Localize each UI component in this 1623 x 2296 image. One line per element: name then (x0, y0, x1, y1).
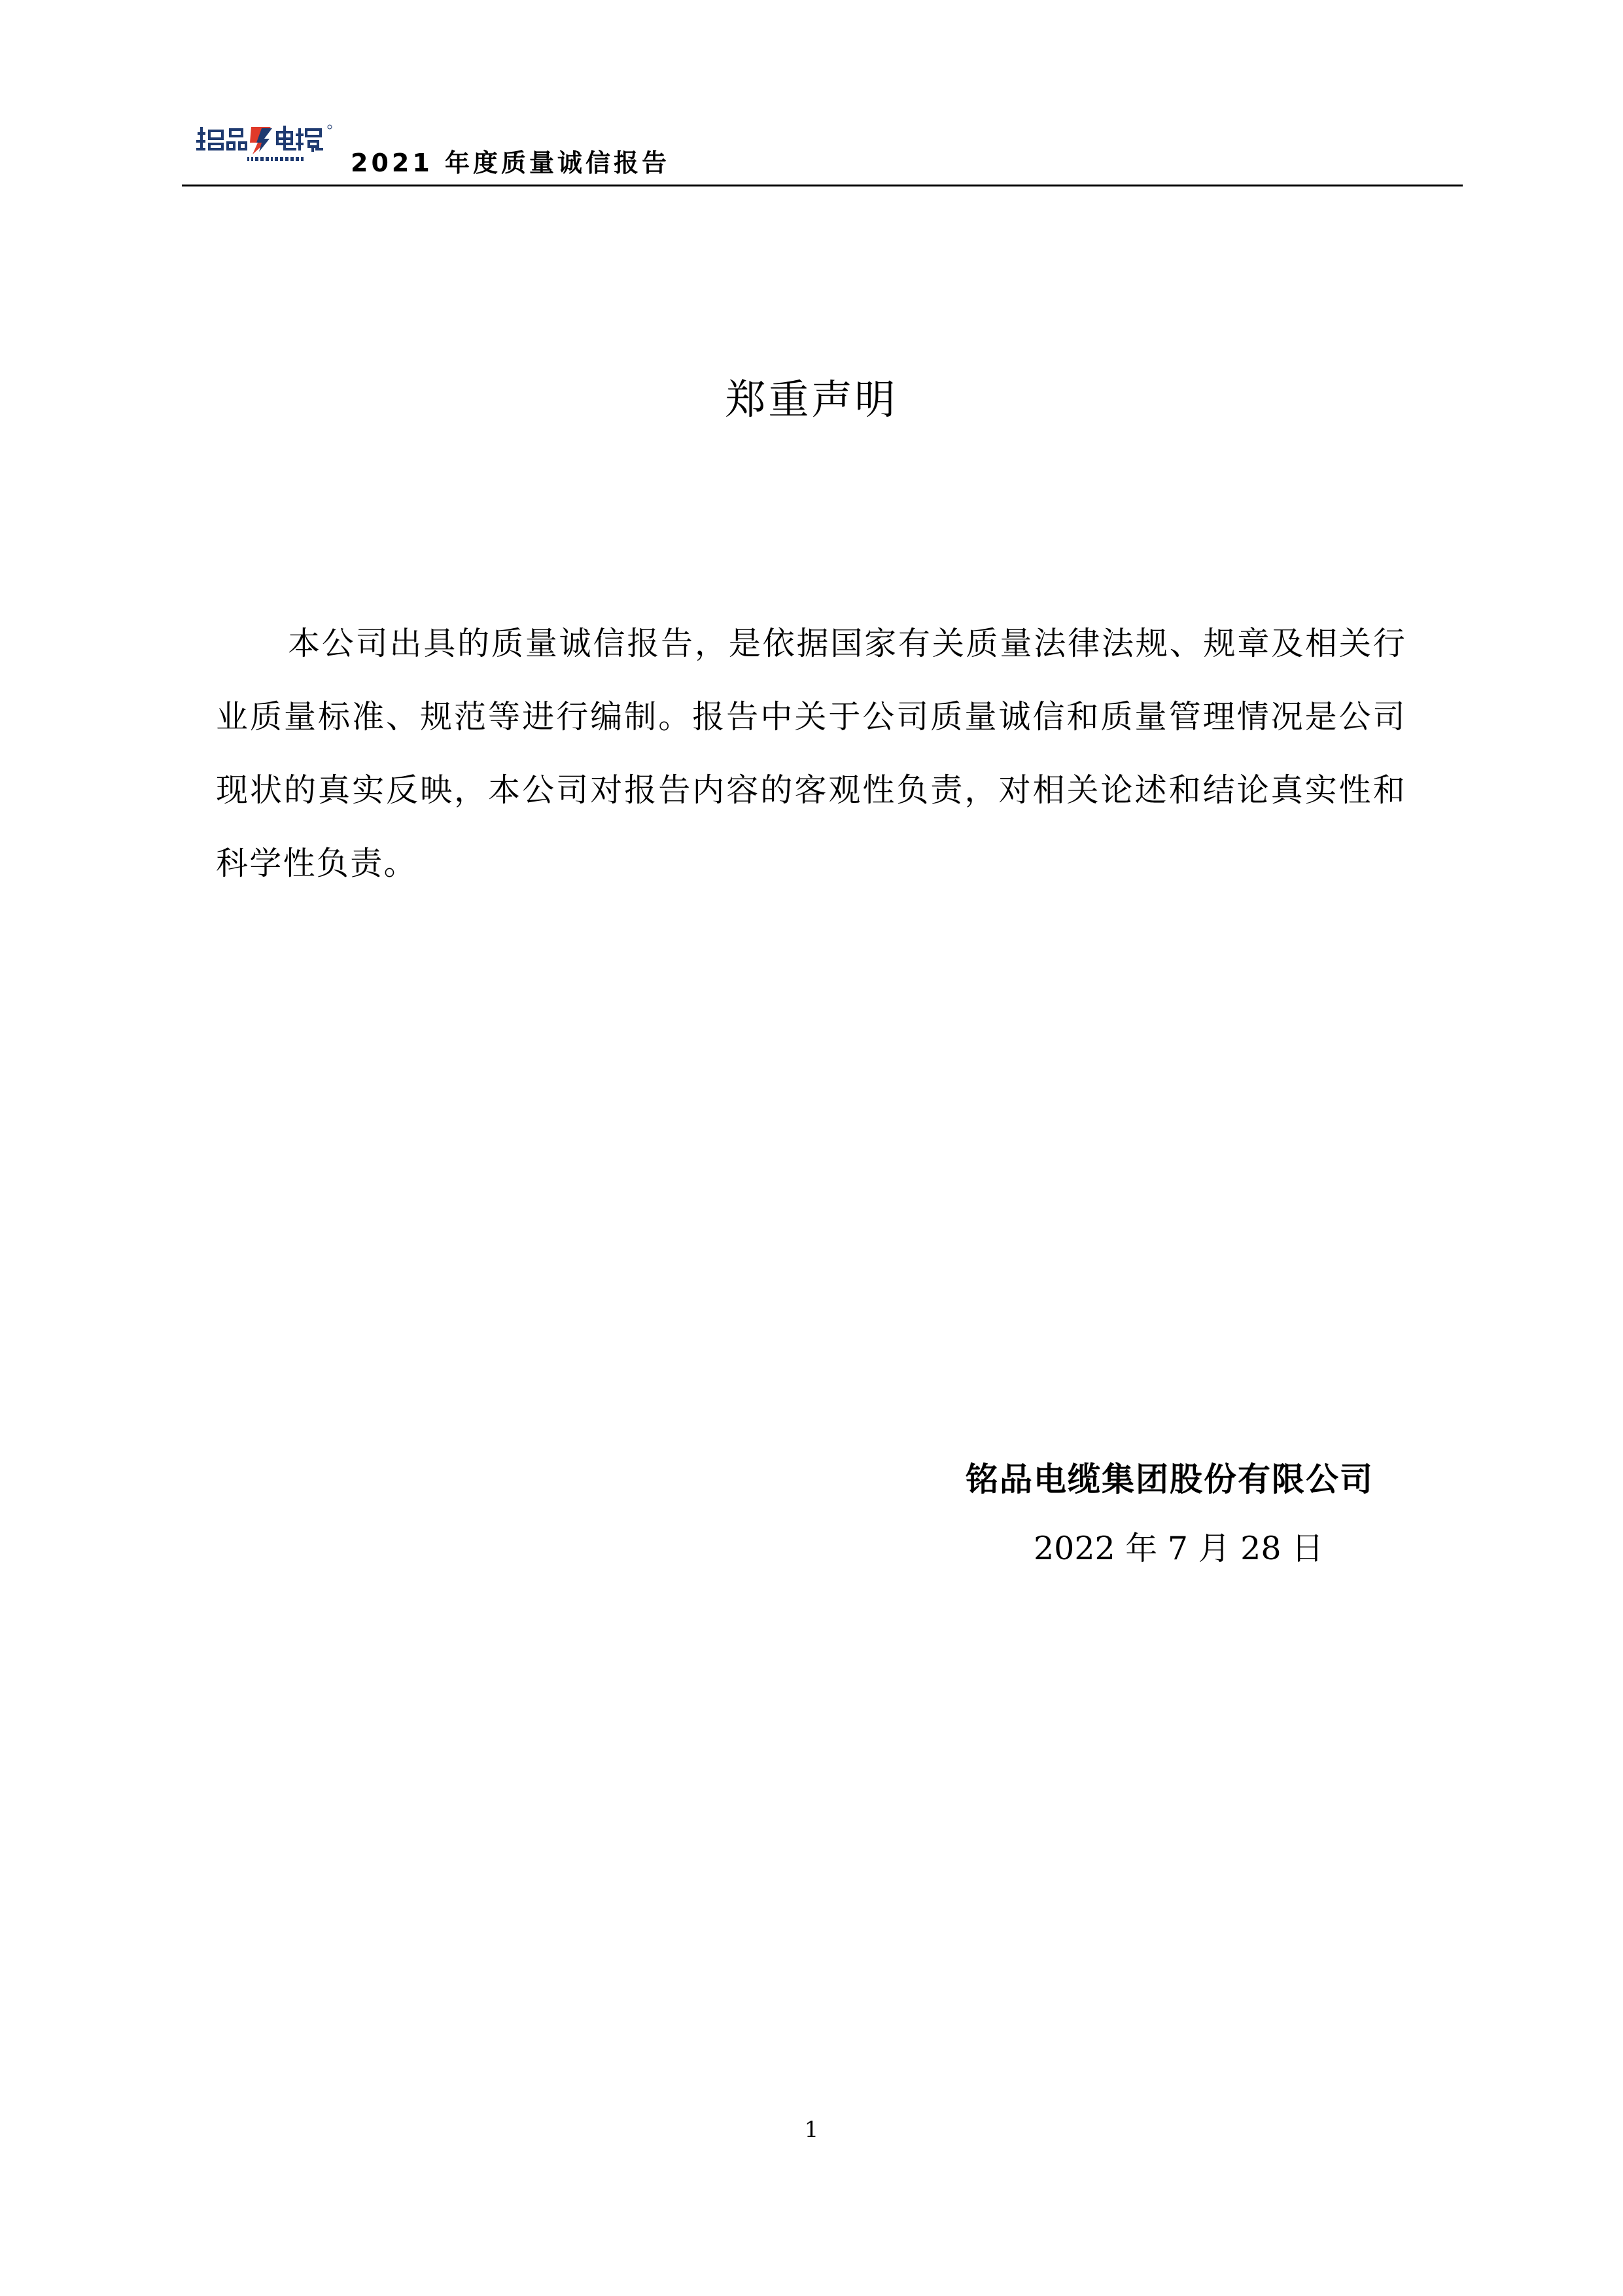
signature-company: 铭品电缆集团股份有限公司 (966, 1460, 1374, 1498)
company-logo (196, 114, 347, 171)
signature-date: 2022 年 7 月 28 日 (1034, 1530, 1324, 1567)
page-title: 郑重声明 (725, 376, 898, 423)
report-header-title: 2021 年度质量诚信报告 (351, 149, 670, 177)
company-logo-mark (196, 114, 347, 171)
page-number: 1 (804, 2117, 819, 2143)
statement-paragraph: 本公司出具的质量诚信报告，是依据国家有关质量法律法规、规章及相关行业质量标准、规范等进行编制。报告中关于公司质量诚信和质量管理情况是公司现状的真实反映，本公司对报告内容的客观性负责，对相关论述和结论真实性和科学性负责。 (216, 625, 1406, 882)
header-divider (182, 185, 1463, 186)
page-header (182, 110, 1463, 187)
